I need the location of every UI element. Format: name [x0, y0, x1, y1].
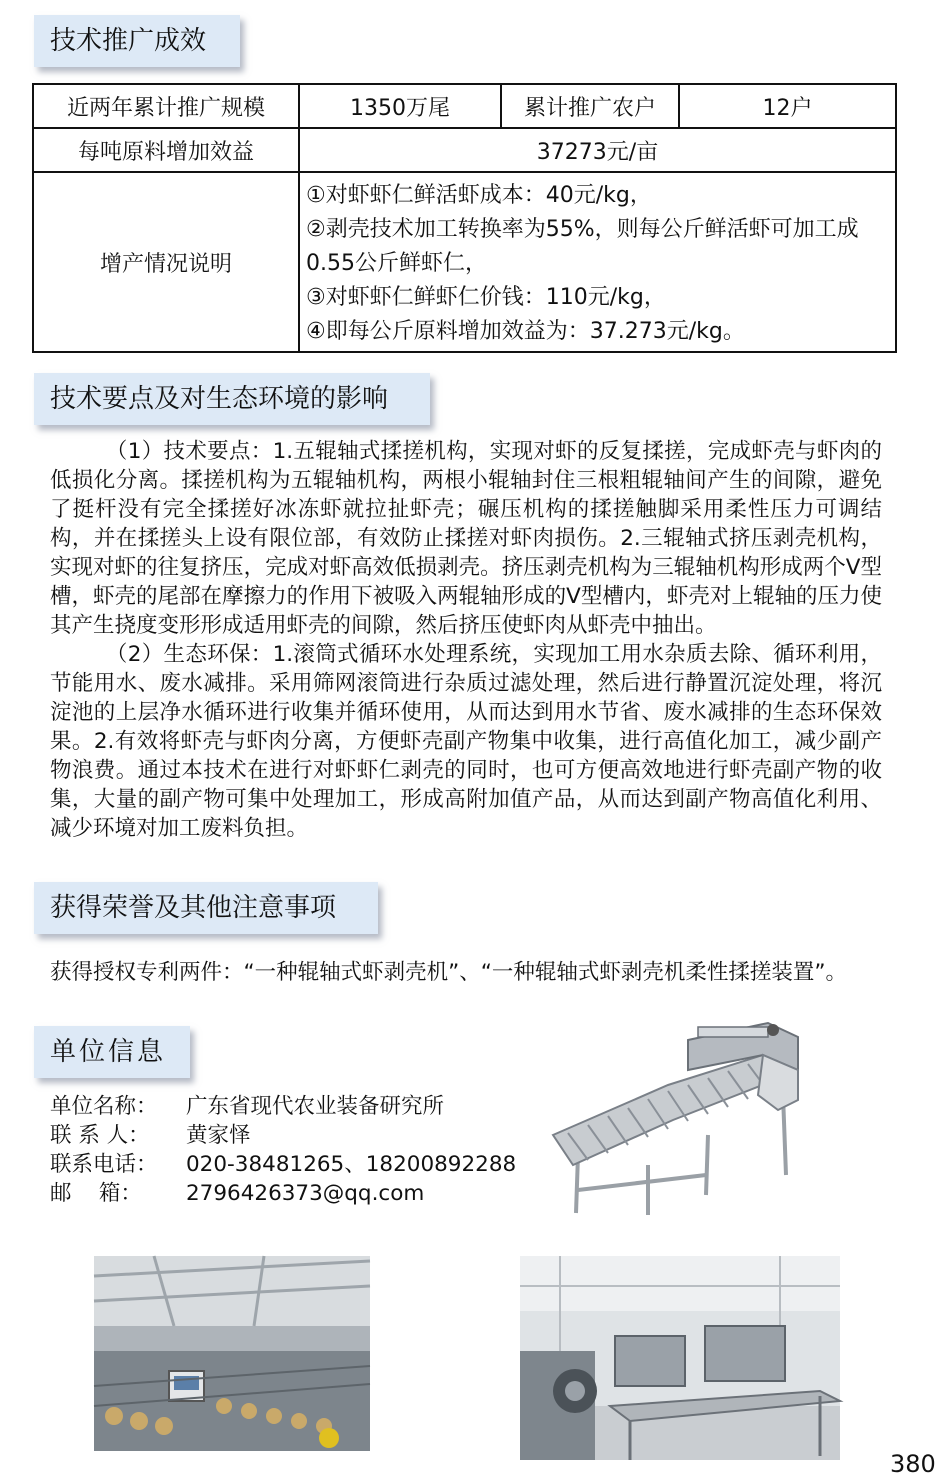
contact-person-value: 黄家怿 [186, 1123, 251, 1148]
increase-label: 增产情况说明 [33, 172, 299, 352]
unit-name-value: 广东省现代农业装备研究所 [186, 1094, 445, 1119]
effect-table [32, 83, 897, 353]
section-title-points: 技术要点及对生态环境的影响 [34, 373, 430, 425]
increase-line-4: ④即每公斤原料增加效益为：37.273元/kg。 [306, 319, 745, 344]
phone-label: 联系电话： [50, 1152, 158, 1177]
phone-value: 020-38481265、18200892288 [186, 1152, 517, 1177]
scale-value: 1350万尾 [299, 84, 501, 128]
email-value: 2796426373@qq.com [186, 1181, 425, 1206]
increase-desc [299, 172, 896, 352]
increase-line-2: ②剥壳技术加工转换率为55%，则每公斤鲜活虾可加工成0.55公斤鲜虾仁， [306, 217, 859, 276]
email-row [50, 1179, 516, 1208]
points-paragraph-2: （2）生态环保：1.滚筒式循环水处理系统，实现加工用水杂质去除、循环利用，节能用水、废水减排。采用筛网滚筒进行杂质过滤处理，然后进行静置沉淀处理，将沉淀池的上层净水循环进行收集并循环使用，从而达到用水节省、废水减排的生态环保效果。2.有效将虾壳与虾肉分离，方便虾壳副产物集中收集，进行高值化加工，减少副产物浪费。通过本技术在进行对虾虾仁剥壳的同时，也可方便高效地进行虾壳副产物的收集，大量的副产物可集中处理加工，形成高附加值产品，从而达到副产物高值化利用、减少环境对加工废料负担。 [50, 642, 882, 841]
section-title-effect: 技术推广成效 [34, 15, 240, 67]
shrimp-peeler-machine-image [548, 1015, 808, 1220]
contact-person-label: 联 系 人： [50, 1123, 150, 1148]
farmers-label: 累计推广农户 [501, 84, 679, 128]
page-number: 380 [890, 1450, 936, 1478]
table-row [33, 84, 896, 128]
unit-info [50, 1092, 516, 1208]
table-row [33, 128, 896, 172]
factory-photo-2 [520, 1256, 840, 1460]
points-body [50, 437, 882, 843]
contact-person-row [50, 1121, 516, 1150]
points-paragraph-1: （1）技术要点：1.五辊轴式揉搓机构，实现对虾的反复揉搓，完成虾壳与虾肉的低损化分离。揉搓机构为五辊轴机构，两根小辊轴封住三根粗辊轴间产生的间隙，避免了挺杆没有完全揉搓好冰冻虾就拉扯虾壳；碾压机构的揉搓触脚采用柔性压力可调结构，并在揉搓头上设有限位部，有效防止揉搓对虾肉损伤。2.三辊轴式挤压剥壳机构，实现对虾的往复挤压，完成对虾高效低损剥壳。挤压剥壳机构为三辊轴机构形成两个V型槽，虾壳的尾部在摩擦力的作用下被吸入两辊轴形成的V型槽内，虾壳对上辊轴的压力使其产生挠度变形形成适用虾壳的间隙，然后挤压使虾肉从虾壳中抽出。 [50, 439, 882, 638]
factory-photo-1 [94, 1256, 370, 1451]
table-row [33, 172, 896, 352]
honors-body [50, 958, 882, 987]
benefit-value: 37273元/亩 [299, 128, 896, 172]
increase-line-1: ①对虾虾仁鲜活虾成本：40元/kg， [306, 183, 652, 208]
scale-label: 近两年累计推广规模 [33, 84, 299, 128]
unit-name-row [50, 1092, 516, 1121]
benefit-label: 每吨原料增加效益 [33, 128, 299, 172]
section-title-unit: 单位信息 [34, 1026, 190, 1078]
farmers-value: 12户 [679, 84, 896, 128]
increase-line-3: ③对虾虾仁鲜虾仁价钱：110元/kg， [306, 285, 666, 310]
phone-row [50, 1150, 516, 1179]
section-title-honors: 获得荣誉及其他注意事项 [34, 882, 378, 934]
honors-paragraph: 获得授权专利两件：“一种辊轴式虾剥壳机”、“一种辊轴式虾剥壳机柔性揉搓装置”。 [50, 960, 848, 985]
email-label: 邮 箱： [50, 1181, 142, 1206]
unit-name-label: 单位名称： [50, 1094, 158, 1119]
